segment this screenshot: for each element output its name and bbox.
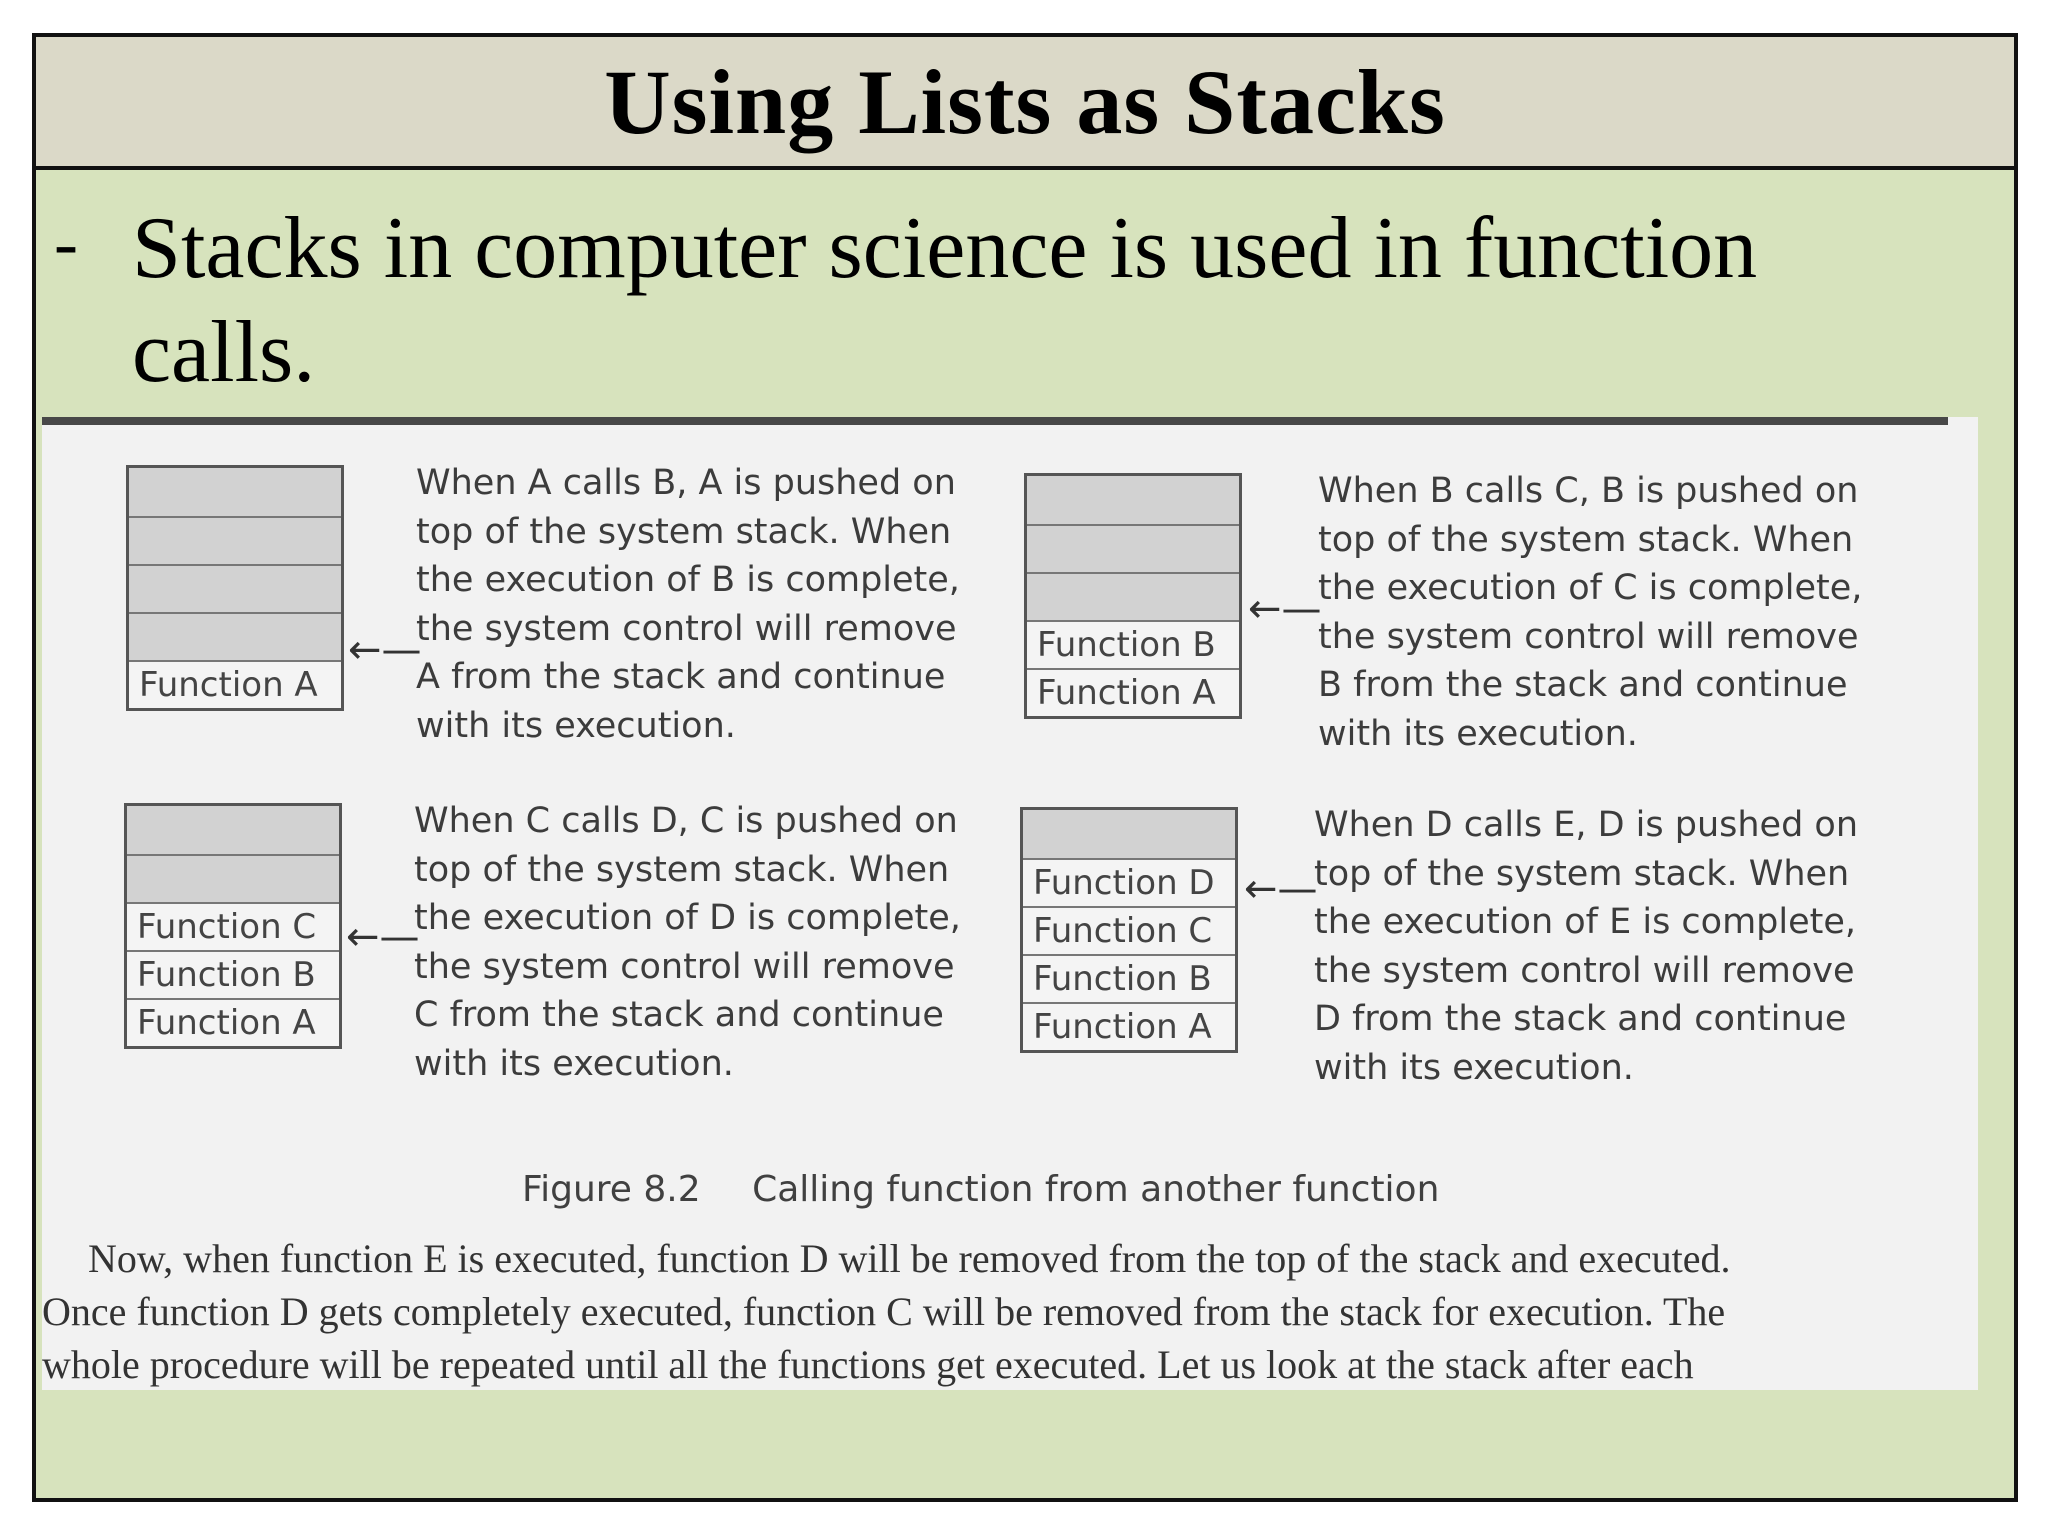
stack-cell [129,516,341,564]
stack-cell [127,854,339,902]
figure-caption-text: Calling function from another function [752,1169,1440,1210]
stack-cell: Function A [1023,1002,1235,1050]
panel-text-2: When B calls C, B is pushed on top of the system stack. When the execution of C is complete, the system control will remove B from the stack and continue with its execution. [1318,471,1863,754]
body-line: Now, when function E is executed, function D will be removed from the top of the stack and executed. [88,1236,1731,1281]
stack-cell [1023,810,1235,858]
left-arrow-icon: ←— [346,914,420,960]
stack-cell: Function B [1027,620,1239,668]
figure-caption [522,1169,1439,1210]
left-arrow-icon: ←— [348,627,422,673]
stack-cell: Function B [1023,954,1235,1002]
panel-text-1: When A calls B, A is pushed on top of the system stack. When the execution of B is complete, the system control will remove A from the stack and continue with its execution. [416,463,960,746]
textbook-figure-image [42,417,1978,1390]
textbook-body-text [42,1232,1972,1390]
title-bar [36,37,2014,170]
stack-diagram-4 [1020,807,1238,1053]
stack-cell [129,612,341,660]
stack-cell [127,806,339,854]
bullet-marker: - [54,203,78,283]
left-arrow-icon: ←— [1244,866,1318,912]
stack-cell: Function D [1023,858,1235,906]
slide-title: Using Lists as Stacks [604,50,1446,153]
stack-diagram-2 [1024,473,1242,719]
stack-cell [1027,572,1239,620]
stack-diagram-3 [124,803,342,1049]
stack-cell: Function A [1027,668,1239,716]
stack-cell: Function A [127,998,339,1046]
stack-cell [1027,476,1239,524]
stack-cell: Function C [127,902,339,950]
stack-cell [129,564,341,612]
stack-diagram-1 [126,465,344,711]
left-arrow-icon: ←— [1248,586,1322,632]
stack-cell: Function A [129,660,341,708]
stack-cell [129,468,341,516]
figure-number: Figure 8.2 [522,1169,701,1210]
slide [32,33,2018,1502]
stack-cell: Function B [127,950,339,998]
panel-text-4: When D calls E, D is pushed on top of the system stack. When the execution of E is complete, the system control will remove D from the stack and continue with its execution. [1314,805,1859,1088]
bullet-text: Stacks in computer science is used in function calls. [132,200,1758,401]
panel-text-3: When C calls D, C is pushed on top of the system stack. When the execution of D is complete, the system control will remove C from the stack and continue with its execution. [414,801,961,1084]
body-line: whole procedure will be repeated until all the functions get executed. Let us look at the stack after each [42,1342,1694,1387]
stack-cell [1027,524,1239,572]
body-line: Once function D gets completely executed, function C will be removed from the stack for execution. The [42,1289,1726,1334]
scan-cropped-text-edge [42,417,1948,425]
stack-cell: Function C [1023,906,1235,954]
